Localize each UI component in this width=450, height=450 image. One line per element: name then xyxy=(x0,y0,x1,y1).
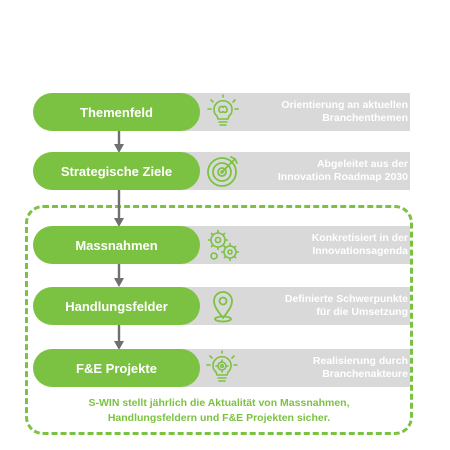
arrow-down-icon xyxy=(114,324,124,350)
step-description: Orientierung an aktuellen Branchenthemen xyxy=(281,99,408,124)
arrow-down-icon xyxy=(114,263,124,287)
step-label: Massnahmen xyxy=(33,226,200,264)
step-strategische-ziele xyxy=(33,152,410,190)
step-description: Realisierung durch Branchenakteure xyxy=(312,355,408,380)
step-label: Handlungsfelder xyxy=(33,287,200,325)
step-label: F&E Projekte xyxy=(33,349,200,387)
target-icon xyxy=(205,153,241,189)
step-description: Definierte Schwerpunkte für die Umsetzung xyxy=(284,293,408,318)
lightbulb-gear-icon xyxy=(205,350,241,386)
step-fe-projekte xyxy=(33,349,410,387)
lightbulb-brain-icon xyxy=(205,94,241,130)
step-massnahmen xyxy=(33,226,410,264)
footer-note: S-WIN stellt jährlich die Aktualität von Massnahmen, Handlungsfeldern und F&E Projekten sicher. xyxy=(88,397,350,424)
step-themenfeld xyxy=(33,93,410,131)
location-pin-icon xyxy=(205,288,241,324)
step-description: Konkretisiert in der Innovationsagenda xyxy=(311,232,408,257)
step-handlungsfelder xyxy=(33,287,410,325)
arrow-down-icon xyxy=(114,131,124,153)
step-description: Abgeleitet aus der Innovation Roadmap 2030 xyxy=(277,158,408,183)
step-label: Themenfeld xyxy=(33,93,200,131)
gears-icon xyxy=(205,227,241,263)
step-label: Strategische Ziele xyxy=(33,152,200,190)
arrow-down-icon xyxy=(114,189,124,227)
